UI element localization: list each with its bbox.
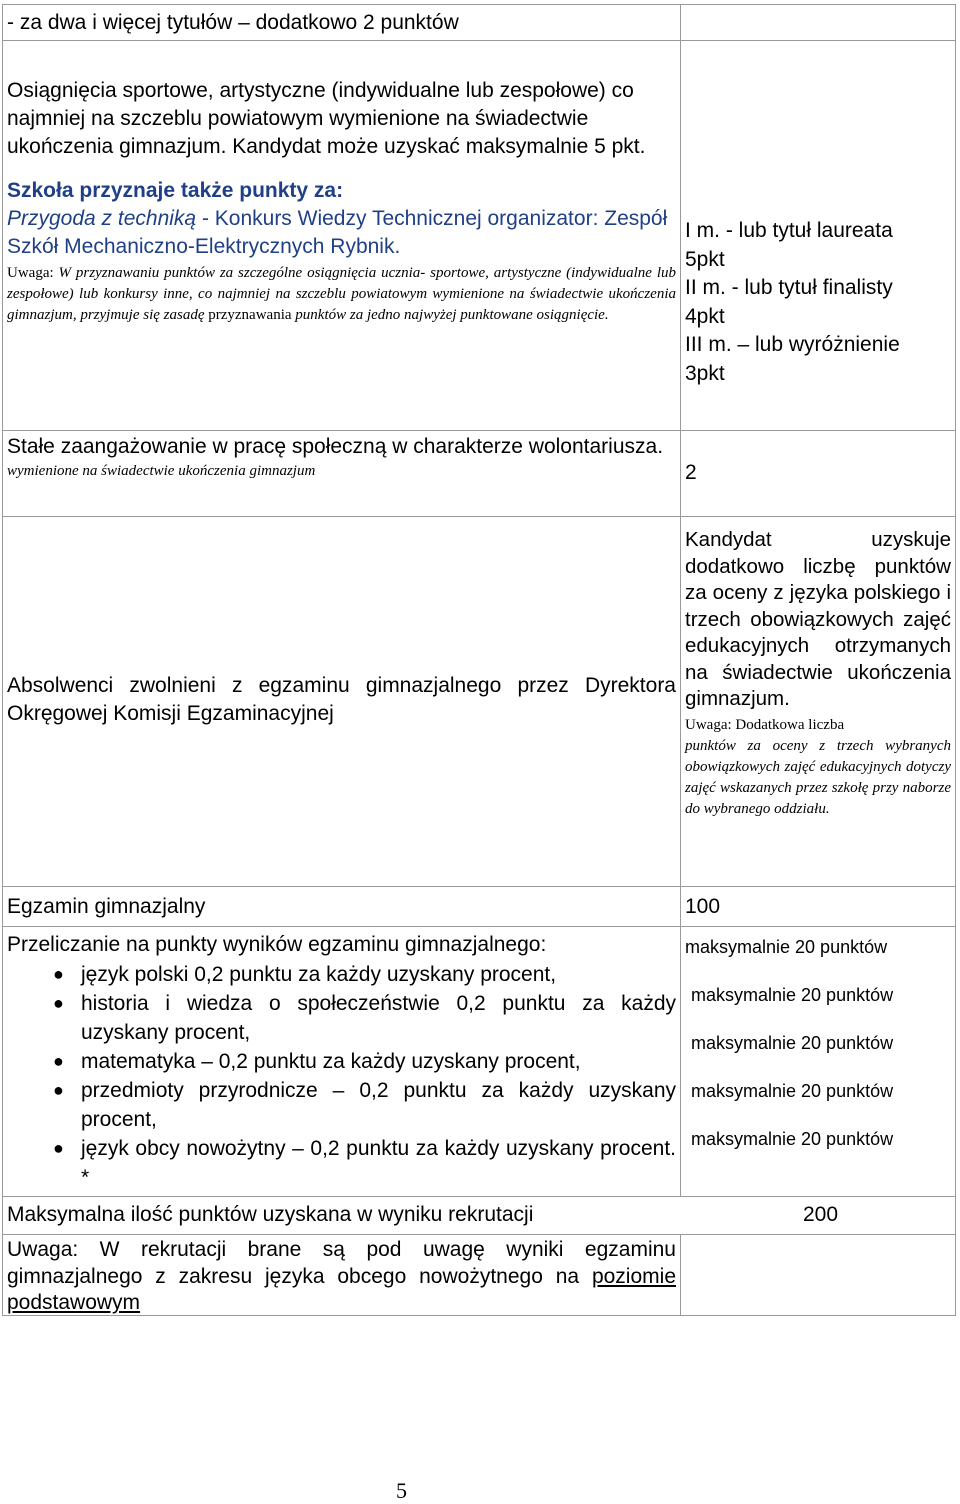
max-total-label: Maksymalna ilość punktów uzyskana w wyniku rekrutacji (7, 1203, 534, 1226)
row-exam-conversion (3, 927, 955, 1197)
places-points (681, 41, 955, 430)
achievements-cell (3, 41, 681, 430)
bullet-icon: ● (53, 1080, 64, 1100)
max-total-cell (3, 1197, 955, 1234)
place-1: I m. - lub tytuł laureata (685, 219, 893, 242)
max-points-math: maksymalnie 20 punktów (691, 1033, 894, 1053)
exempt-cell (3, 517, 681, 886)
exempt-note-label: Uwaga: Dodatkowa liczba (685, 716, 845, 733)
row-max-total (3, 1197, 955, 1235)
row-note (3, 1235, 955, 1315)
titles-bonus-points (681, 5, 955, 40)
exempt-note-text: punktów za oceny z trzech wybranych obowiązkowych zajęć edukacyjnych dotyczy zajęć wskazanych przez szkołę przy naborze do wybranego oddziału. (685, 737, 951, 817)
note-end: punktów za jedno najwyżej punktowane osiągnięcie. (295, 307, 609, 323)
place-3-points: 3pkt (685, 361, 725, 385)
note-plain: przyznawania (204, 307, 296, 323)
exempt-points-cell (681, 517, 955, 886)
conversion-cell (3, 927, 681, 1196)
school-points-heading: Szkoła przyznaje także punkty za: (7, 179, 344, 202)
volunteering-cell (3, 431, 681, 516)
exam-points: 100 (685, 895, 721, 918)
achievements-note (7, 263, 676, 326)
list-item: ● język polski 0,2 punktu za każdy uzyskany procent, (81, 960, 676, 989)
row-titles-bonus (3, 5, 955, 41)
row-achievements (3, 41, 955, 431)
max-points-history: maksymalnie 20 punktów (691, 985, 894, 1005)
exempt-text: Absolwenci zwolnieni z egzaminu gimnazjalnego przez Dyrektora Okręgowej Komisji Egzaminacyjnej (7, 673, 676, 725)
list-item: ● język obcy nowożytny – 0,2 punktu za każdy uzyskany procent. * (81, 1134, 676, 1192)
note-label: Uwaga: (7, 265, 59, 281)
bullet-icon: ● (53, 1051, 64, 1071)
max-points-foreign: maksymalnie 20 punktów (691, 1129, 894, 1149)
note-underlined: poziomie podstawowym (7, 1264, 676, 1314)
contest-name: Przygoda z techniką (7, 207, 197, 230)
note-text: Uwaga: W rekrutacji brane są pod uwagę wyniki egzaminu gimnazjalnego z zakresu języka obcego nowożytnego na (7, 1238, 676, 1288)
exempt-points-text: Kandydat uzyskuje dodatkowo liczbę punktów za oceny z języka polskiego i trzech obowiązkowych zajęć edukacyjnych otrzymanych na świadectwie ukończenia gimnazjum. (685, 528, 951, 710)
place-3: III m. – lub wyróżnienie (685, 333, 900, 356)
list-item: ● historia i wiedza o społeczeństwie 0,2 punktu za każdy uzyskany procent, (81, 989, 676, 1047)
note-text: W przyznawaniu punktów za szczególne osiągnięcia ucznia- sportowe, artystyczne (indywidualne lub zespołowe) lub konkursy inne, co najmniej na szczeblu powiatowym wymienione na świadectwie ukończenia gimnazjum, przyjmuje się zasadę (7, 265, 676, 323)
list-item: ● przedmioty przyrodnicze – 0,2 punktu za każdy uzyskany procent, (81, 1076, 676, 1134)
row-volunteering (3, 431, 955, 517)
note-cell (3, 1235, 681, 1315)
contest-description (7, 205, 676, 261)
titles-bonus-text: - za dwa i więcej tytułów – dodatkowo 2 punktów (3, 5, 681, 40)
conversion-heading: Przeliczanie na punkty wyników egzaminu gimnazjalnego: (7, 933, 547, 956)
exam-label: Egzamin gimnazjalny (3, 887, 681, 926)
bullet-icon: ● (53, 1138, 64, 1158)
volunteering-note: wymienione na świadectwie ukończenia gimnazjum (7, 463, 316, 479)
bullet-icon: ● (53, 964, 64, 984)
row-exempt-graduates (3, 517, 955, 887)
contest-rest: - Konkurs Wiedzy Technicznej organizator: Zespół Szkół Mechaniczno-Elektrycznych Rybnik. (7, 207, 668, 258)
page-number: 5 (396, 1478, 407, 1503)
max-points-science: maksymalnie 20 punktów (691, 1081, 894, 1101)
max-total-value: 200 (803, 1203, 839, 1226)
achievements-text: Osiągnięcia sportowe, artystyczne (indywidualne lub zespołowe) co najmniej na szczeblu powiatowym wymienione na świadectwie ukończenia gimnazjum. Kandydat może uzyskać maksymalnie 5 pkt. (7, 79, 646, 158)
place-1-points: 5pkt (685, 247, 725, 271)
place-2-points: 4pkt (685, 304, 725, 328)
max-points-polish: maksymalnie 20 punktów (685, 937, 888, 957)
row-exam (3, 887, 955, 927)
list-item: ● matematyka – 0,2 punktu za każdy uzyskany procent, (81, 1047, 676, 1076)
conversion-max-cell (681, 927, 955, 1196)
bullet-icon: ● (53, 993, 64, 1013)
note-right-cell (681, 1235, 955, 1315)
recruitment-points-table (2, 4, 956, 1316)
volunteering-points: 2 (685, 461, 697, 484)
volunteering-text: Stałe zaangażowanie w pracę społeczną w charakterze wolontariusza. (7, 435, 664, 458)
place-2: II m. - lub tytuł finalisty (685, 276, 893, 299)
conversion-list (7, 960, 676, 1192)
